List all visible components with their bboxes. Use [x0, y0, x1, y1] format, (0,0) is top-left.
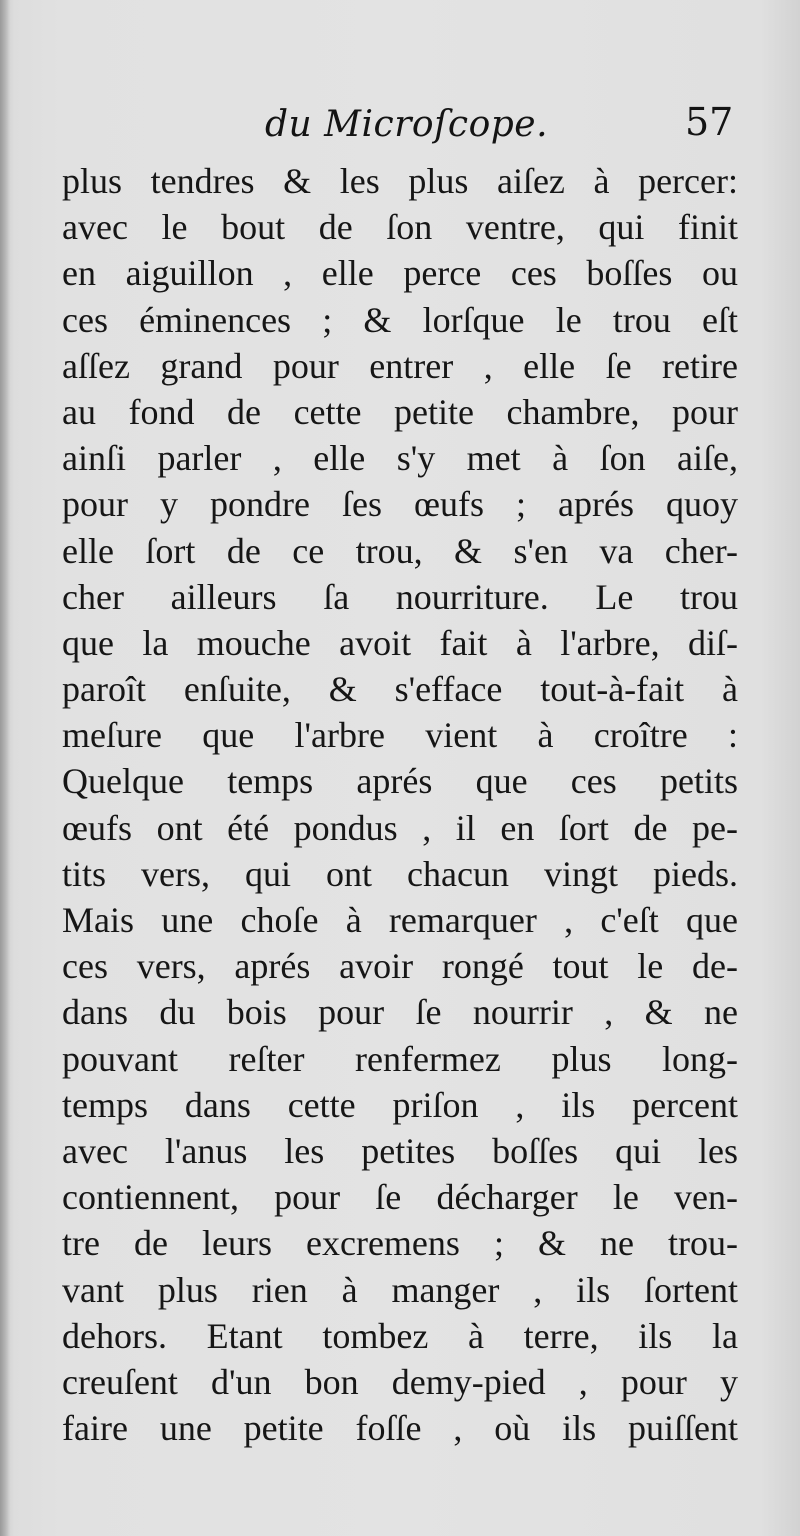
text-line: avec l'anus les petites boſſes qui les — [62, 1130, 738, 1171]
text-line: que la mouche avoit fait à l'arbre, diſ- — [62, 622, 738, 663]
text-line: faire une petite foſſe , où ils puiſſent — [62, 1408, 738, 1449]
text-line: ces vers, aprés avoir rongé tout le de- — [62, 946, 738, 987]
page-gutter-shadow — [0, 0, 10, 1536]
page-number: 57 — [685, 100, 734, 144]
text-line: au fond de cette petite chambre, pour — [62, 391, 738, 432]
text-line: en aiguillon , elle perce ces boſſes ou — [62, 253, 738, 294]
text-line: meſure que l'arbre vient à croître : — [62, 715, 738, 756]
text-line: temps dans cette priſon , ils percent — [62, 1084, 738, 1125]
text-line: ces éminences ; & lorſque le trou eſt — [62, 299, 738, 340]
text-line: elle ſort de ce trou, & s'en va cher- — [62, 530, 738, 571]
text-line: ainſi parler , elle s'y met à ſon aiſe, — [62, 438, 738, 479]
text-line: tre de leurs excremens ; & ne trou- — [62, 1223, 738, 1264]
text-line: Mais une choſe à remarquer , c'eſt que — [62, 900, 738, 940]
text-line: creuſent d'un bon demy-pied , pour y — [62, 1361, 738, 1402]
text-line: avec le bout de ſon ventre, qui finit — [62, 207, 738, 248]
text-line: dans du bois pour ſe nourrir , & ne — [62, 992, 738, 1033]
page-header — [0, 100, 800, 150]
text-line: aſſez grand pour entrer , elle ſe retire — [62, 345, 738, 386]
text-line: cher ailleurs ſa nourriture. Le trou — [62, 576, 738, 617]
text-line: œufs ont été pondus , il en ſort de pe- — [62, 807, 738, 848]
text-line: dehors. Etant tombez à terre, ils la — [62, 1315, 738, 1356]
text-line: contiennent, pour ſe décharger le ven- — [62, 1177, 738, 1218]
body-text — [62, 158, 738, 1451]
text-line: pouvant reſter renfermez plus long- — [62, 1038, 738, 1079]
text-line: paroît enſuite, & s'efface tout-à-fait à — [62, 669, 738, 710]
text-line: vant plus rien à manger , ils ſortent — [62, 1269, 738, 1310]
text-line: plus tendres & les plus aiſez à percer: — [62, 161, 738, 201]
text-line: pour y pondre ſes œufs ; aprés quoy — [62, 484, 738, 525]
text-line: Quelque temps aprés que ces petits — [62, 761, 738, 802]
text-line: tits vers, qui ont chacun vingt pieds. — [62, 853, 738, 894]
running-head: du Microſcope. — [265, 104, 549, 145]
